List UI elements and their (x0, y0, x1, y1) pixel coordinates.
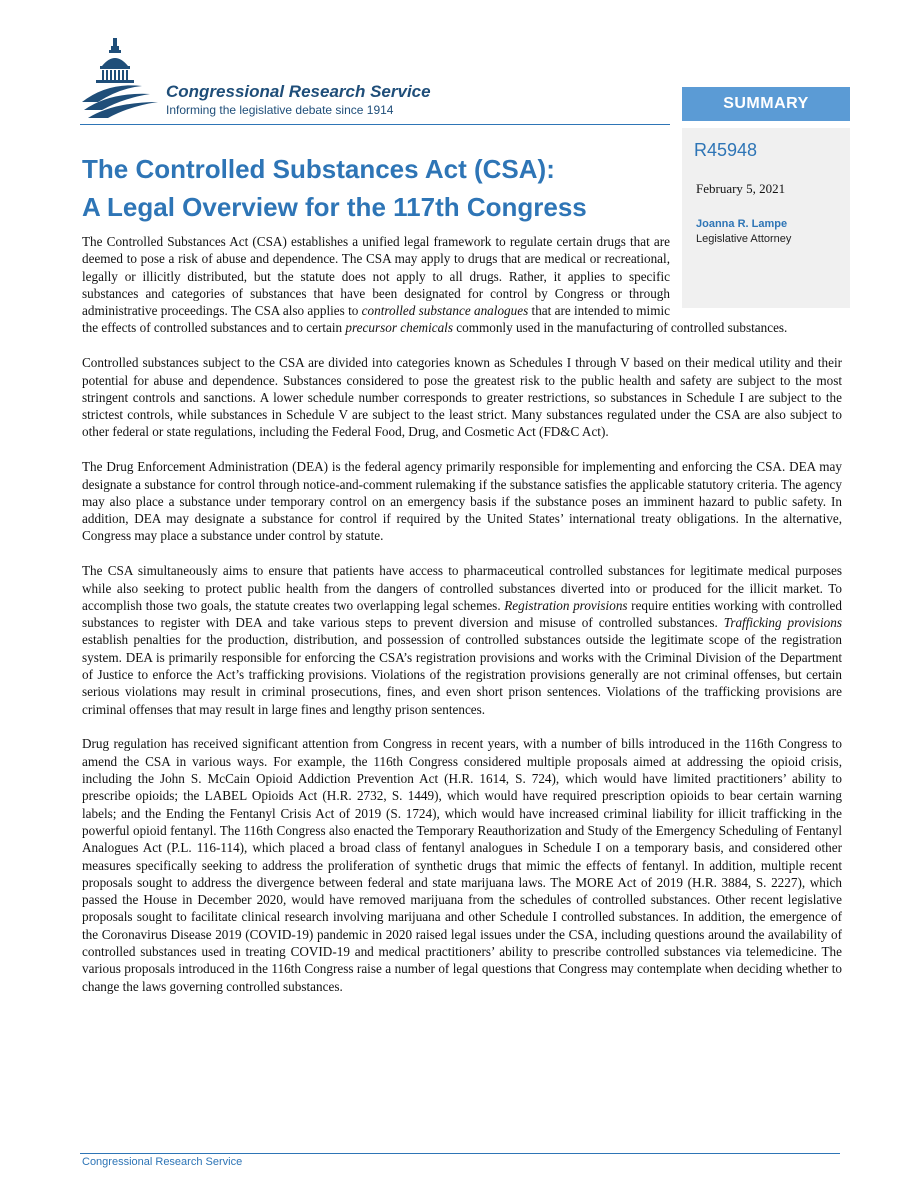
author-name: Joanna R. Lampe (696, 218, 788, 230)
term-registration: Registration provisions (504, 597, 628, 613)
report-date: February 5, 2021 (696, 181, 786, 196)
paragraph-1: The Controlled Substances Act (CSA) establishes a unified legal framework to regulate certain drugs that are deemed to pose a risk of abuse and dependence. The CSA may apply to drugs that are medical or recreational, legally or illicitly distributed, but the statute does not apply to all drugs. Rather, it applies to specific substances and categories of substances that have been designated for control by Congress or through administrative proceedings. The CSA also applies to controlled substance analogues that are intended to mimic the effects of controlled substances and to certain precursor chemicals commonly used in the manufacturing of controlled substances. (82, 233, 842, 337)
header-divider (80, 124, 670, 125)
capitol-dome-icon (80, 36, 162, 122)
footer-text: Congressional Research Service (82, 1156, 243, 1168)
title-line-1: The Controlled Substances Act (CSA): (82, 154, 555, 184)
paragraph-4: The CSA simultaneously aims to ensure that patients have access to pharmaceutical controlled substances for legitimate medical purposes while also seeking to protect public health from the dangers of controlled substances diverted into or produced for the illicit market. To accomplish those two goals, the statute creates two overlapping legal schemes. Registration provisions require entities working with controlled substances to register with DEA and take various steps to prevent diversion and misuse of controlled substances. Trafficking provisions establish penalties for the production, distribution, and possession of controlled substances outside the legitimate scope of the registration system. DEA is primarily responsible for enforcing the CSA’s registration provisions and works with the Criminal Division of the Department of Justice to enforce the Act’s trafficking provisions. Violations of the registration provisions generally are not criminal offenses, but certain serious violations may result in criminal prosecutions, fines, and even short prison sentences. Violations of the trafficking provisions are criminal offenses that may result in large fines and lengthy prison sentences. (82, 563, 842, 717)
paragraph-2: Controlled substances subject to the CSA are divided into categories known as Schedules I through V based on their medical utility and their potential for abuse and dependence. Substances considered to pose the greatest risk to the public health and safety are subject to the most stringent controls and sanctions. A lower schedule number corresponds to greater restrictions, so substances in Schedule I are subject to the strictest controls, while substances in Schedule V are subject to the least strict. Many substances regulated under the CSA are also subject to other federal or state regulations, including the Federal Food, Drug, and Cosmetic Act (FD&C Act). (82, 355, 842, 440)
author-title: Legislative Attorney (696, 233, 792, 245)
report-number: R45948 (694, 140, 758, 160)
paragraph-5: Drug regulation has received significant attention from Congress in recent years, with a number of bills introduced in the 116th Congress to amend the CSA in various ways. For example, the 116th Congress considered multiple proposals aimed at addressing the opioid crisis, including the John S. McCain Opioid Addiction Prevention Act (H.R. 1614, S. 724), which would have limited practitioners’ ability to prescribe opioids; the LABEL Opioids Act (H.R. 2732, S. 1449), which would have required prescription opioids to bear certain warning labels; and the Ending the Fentanyl Crisis Act of 2019 (S. 1724), which would have increased criminal liability for illicit trafficking in the powerful opioid fentanyl. The 116th Congress also enacted the Temporary Reauthorization and Study of the Emergency Scheduling of Fentanyl Analogues Act (P.L. 116-114), which placed a broad class of fentanyl analogues in Schedule I on a temporary basis, and considered other measures specifically seeking to address the proliferation of synthetic drugs that mimic the effects of fentanyl. In addition, multiple recent proposals sought to address the divergence between federal and state marijuana laws. The MORE Act of 2019 (H.R. 3884, S. 2227), which passed the House in December 2020, would have removed marijuana from the schedules of controlled substances. Other recent legislative proposals sought to facilitate clinical research involving marijuana and other Schedule I controlled substances. In addition, the emergence of the Coronavirus Disease 2019 (COVID-19) pandemic in 2020 raised legal issues under the CSA, including questions around the availability of controlled substances used in treating COVID-19 and medical practitioners’ ability to prescribe controlled substances via telemedicine. The various proposals introduced in the 116th Congress raise a number of legal questions that Congress may contemplate when deciding whether to change the laws governing controlled substances. (82, 736, 842, 994)
summary-body (82, 233, 842, 1012)
footer-divider (80, 1153, 840, 1154)
org-tagline: Informing the legislative debate since 1914 (166, 103, 394, 117)
term-precursor: precursor chemicals (345, 320, 453, 336)
org-name: Congressional Research Service (166, 82, 431, 101)
crs-logo (80, 36, 680, 126)
sidebar-spacer (670, 233, 842, 318)
term-trafficking: Trafficking provisions (723, 615, 842, 631)
title-line-2: A Legal Overview for the 117th Congress (82, 192, 587, 222)
term-analogues: controlled substance analogues (361, 303, 529, 319)
summary-tab: SUMMARY (682, 87, 850, 121)
page-title (82, 150, 682, 226)
paragraph-3: The Drug Enforcement Administration (DEA) is the federal agency primarily responsible for implementing and enforcing the CSA. DEA may designate a substance for control through notice-and-comment rulemaking if the substance satisfies the applicable statutory criteria. The agency may also place a substance under temporary control on an emergency basis if the substance poses an imminent hazard to public safety. In addition, DEA may designate a substance for control if required by the United States’ international treaty obligations. In the alternative, Congress may place a substance under control by statute. (82, 459, 842, 544)
